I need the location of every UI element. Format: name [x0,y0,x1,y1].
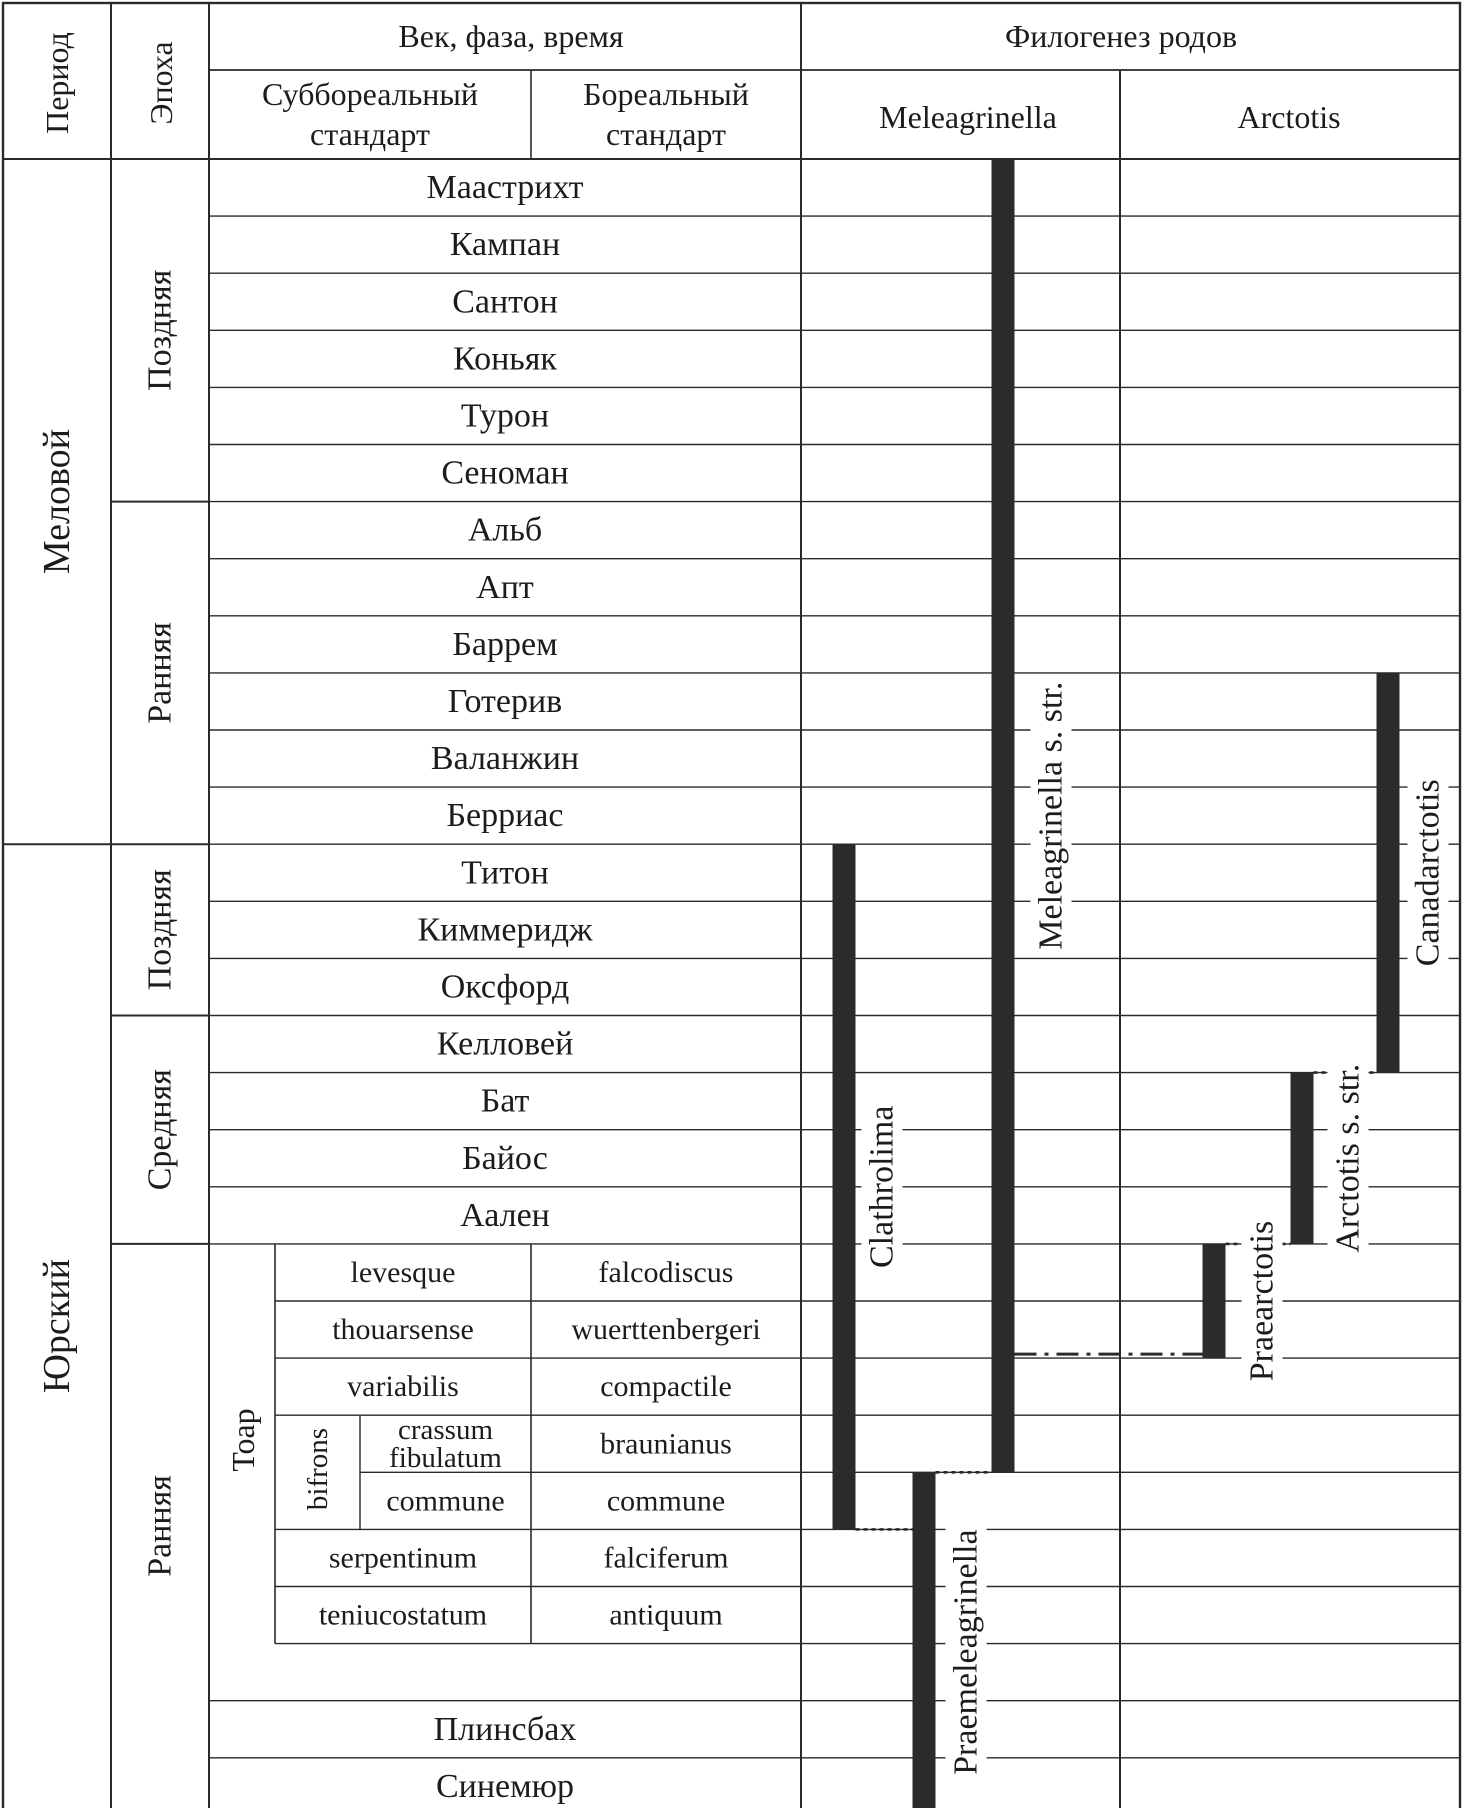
stage-label: Берриас [446,797,564,835]
taxon-range-bar [1291,1073,1314,1244]
zone-boreal: compactile [600,1370,732,1404]
epoch-label: Средняя [141,1069,179,1191]
stage-label: Оксфорд [440,968,570,1006]
stage-label: Турон [460,397,550,435]
zone-subboreal: crassum [397,1414,494,1447]
stage-label: Киммеридж [417,911,593,949]
zone-subboreal: commune [386,1484,505,1518]
period-label: Юрский [36,1259,78,1394]
epoch-label: Поздняя [141,869,179,991]
header-epoch: Эпоха [143,41,179,125]
stage-label: Титон [461,854,549,892]
stage-label: Келловей [436,1025,574,1063]
taxon-range-bar [1203,1244,1226,1358]
taxon-range-bar [833,844,856,1529]
taxon-range-bar [913,1472,936,1808]
header-age: Век, фаза, время [398,18,624,54]
header-period: Период [39,32,75,134]
zone-boreal: commune [606,1484,726,1518]
stage-label: Сантон [452,283,558,321]
zone-subboreal: teniucostatum [318,1598,488,1632]
taxon-range-label: Meleagrinella s. str. [1032,681,1070,950]
header-genus-meleagrinella: Meleagrinella [879,99,1057,135]
taxon-range-label: Praearctotis [1243,1220,1281,1382]
zone-subboreal: variabilis [347,1370,459,1404]
stage-label: Аален [460,1196,550,1234]
zone-subboreal: thouarsense [332,1313,474,1347]
period-label: Меловой [36,429,78,575]
stage-label: Маастрихт [426,169,584,207]
zone-boreal: falciferum [603,1541,729,1575]
zone-subboreal: serpentinum [328,1541,478,1575]
epoch-label: Ранняя [141,1475,179,1577]
stage-label: Апт [476,568,534,606]
header-genus-arctotis: Arctotis [1237,99,1341,135]
bifrons-zone-label: bifrons [302,1427,334,1511]
stage-label: Сеноман [441,454,569,492]
taxon-range-bar [992,159,1015,1472]
stage-label: Бат [480,1082,530,1120]
taxon-range-label: Canadarctotis [1409,779,1447,967]
zone-boreal: wuerttenbergeri [571,1313,761,1347]
zone-boreal: falcodiscus [598,1255,734,1289]
zone-boreal: antiquum [609,1598,723,1632]
toarcian-stage-label: Тоар [225,1408,261,1472]
stage-label: Валанжин [430,740,580,778]
stage-label: Коньяк [453,340,557,378]
stage-label: Синемюр [435,1767,575,1805]
zone-subboreal: levesque [350,1255,456,1289]
stage-label: Байос [462,1139,548,1177]
taxon-range-bar [1377,673,1400,1073]
taxon-range-label: Clathrolima [863,1105,901,1269]
epoch-label: Поздняя [141,269,179,391]
stage-label: Готерив [447,682,563,720]
header-phylogeny: Филогенез родов [1004,18,1238,54]
stage-label: Баррем [452,625,558,663]
zone-boreal: braunianus [600,1427,732,1461]
taxon-range-label: Arctotis s. str. [1329,1063,1367,1253]
zone-subboreal: fibulatum [389,1442,502,1475]
epoch-label: Ранняя [141,622,179,724]
stage-label: Альб [467,511,543,549]
stage-label: Кампан [449,226,561,264]
header-boreal-standard: Бореальный стандарт [583,76,749,152]
taxon-range-label: Praemeleagrinella [947,1529,985,1775]
stage-label: Плинсбах [433,1710,577,1748]
header-subboreal-standard: Суббореальный стандарт [261,76,479,152]
